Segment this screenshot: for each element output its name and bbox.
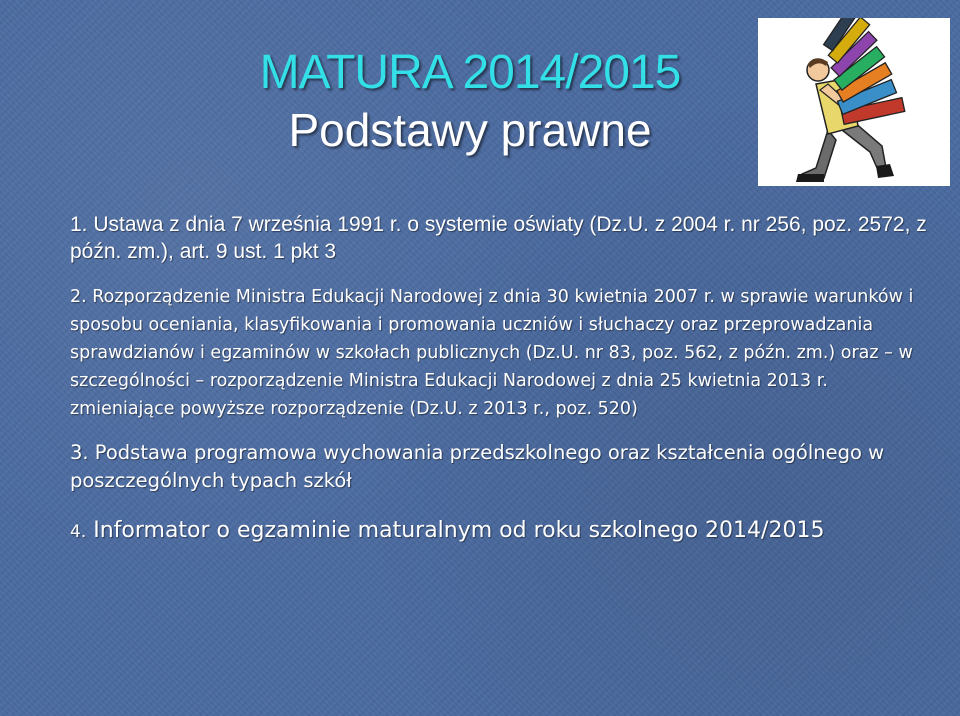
list-item: 2. Rozporządzenie Ministra Edukacji Narodowej z dnia 30 kwietnia 2007 r. w sprawie warunków i sposobu oceniania, klasyfikowania i promowania uczniów i słuchaczy oraz przeprowadzania sprawdzianów i egzaminów w szkołach publicznych (Dz.U. nr 83, poz. 562, z późn. zm.) oraz – w szczególności – rozporządzenie Ministra Edukacji Narodowej z dnia 25 kwietnia 2013 r. zmieniające powyższe rozporządzenie (Dz.U. z 2013 r., poz. 520): [70, 287, 914, 419]
list-item: 3. Podstawa programowa wychowania przedszkolnego oraz kształcenia ogólnego w poszczególnych typach szkół: [70, 441, 885, 492]
books-clipart-graphic: [758, 18, 950, 186]
title-line-subtitle: Podstawy prawne: [288, 104, 652, 156]
legal-basis-list: [70, 211, 930, 546]
person-carrying-books-icon: [758, 18, 950, 186]
title-line-exam-year: MATURA 2014/2015: [259, 46, 681, 99]
list-item: [70, 517, 930, 546]
list-item-number: 4.: [70, 522, 87, 542]
list-item-text: Informator o egzaminie maturalnym od roku szkolnego 2014/2015: [86, 518, 825, 543]
list-item: 1. Ustawa z dnia 7 września 1991 r. o systemie oświaty (Dz.U. z 2004 r. nr 256, poz. 2572, z późn. zm.), art. 9 ust. 1 pkt 3: [70, 213, 927, 263]
